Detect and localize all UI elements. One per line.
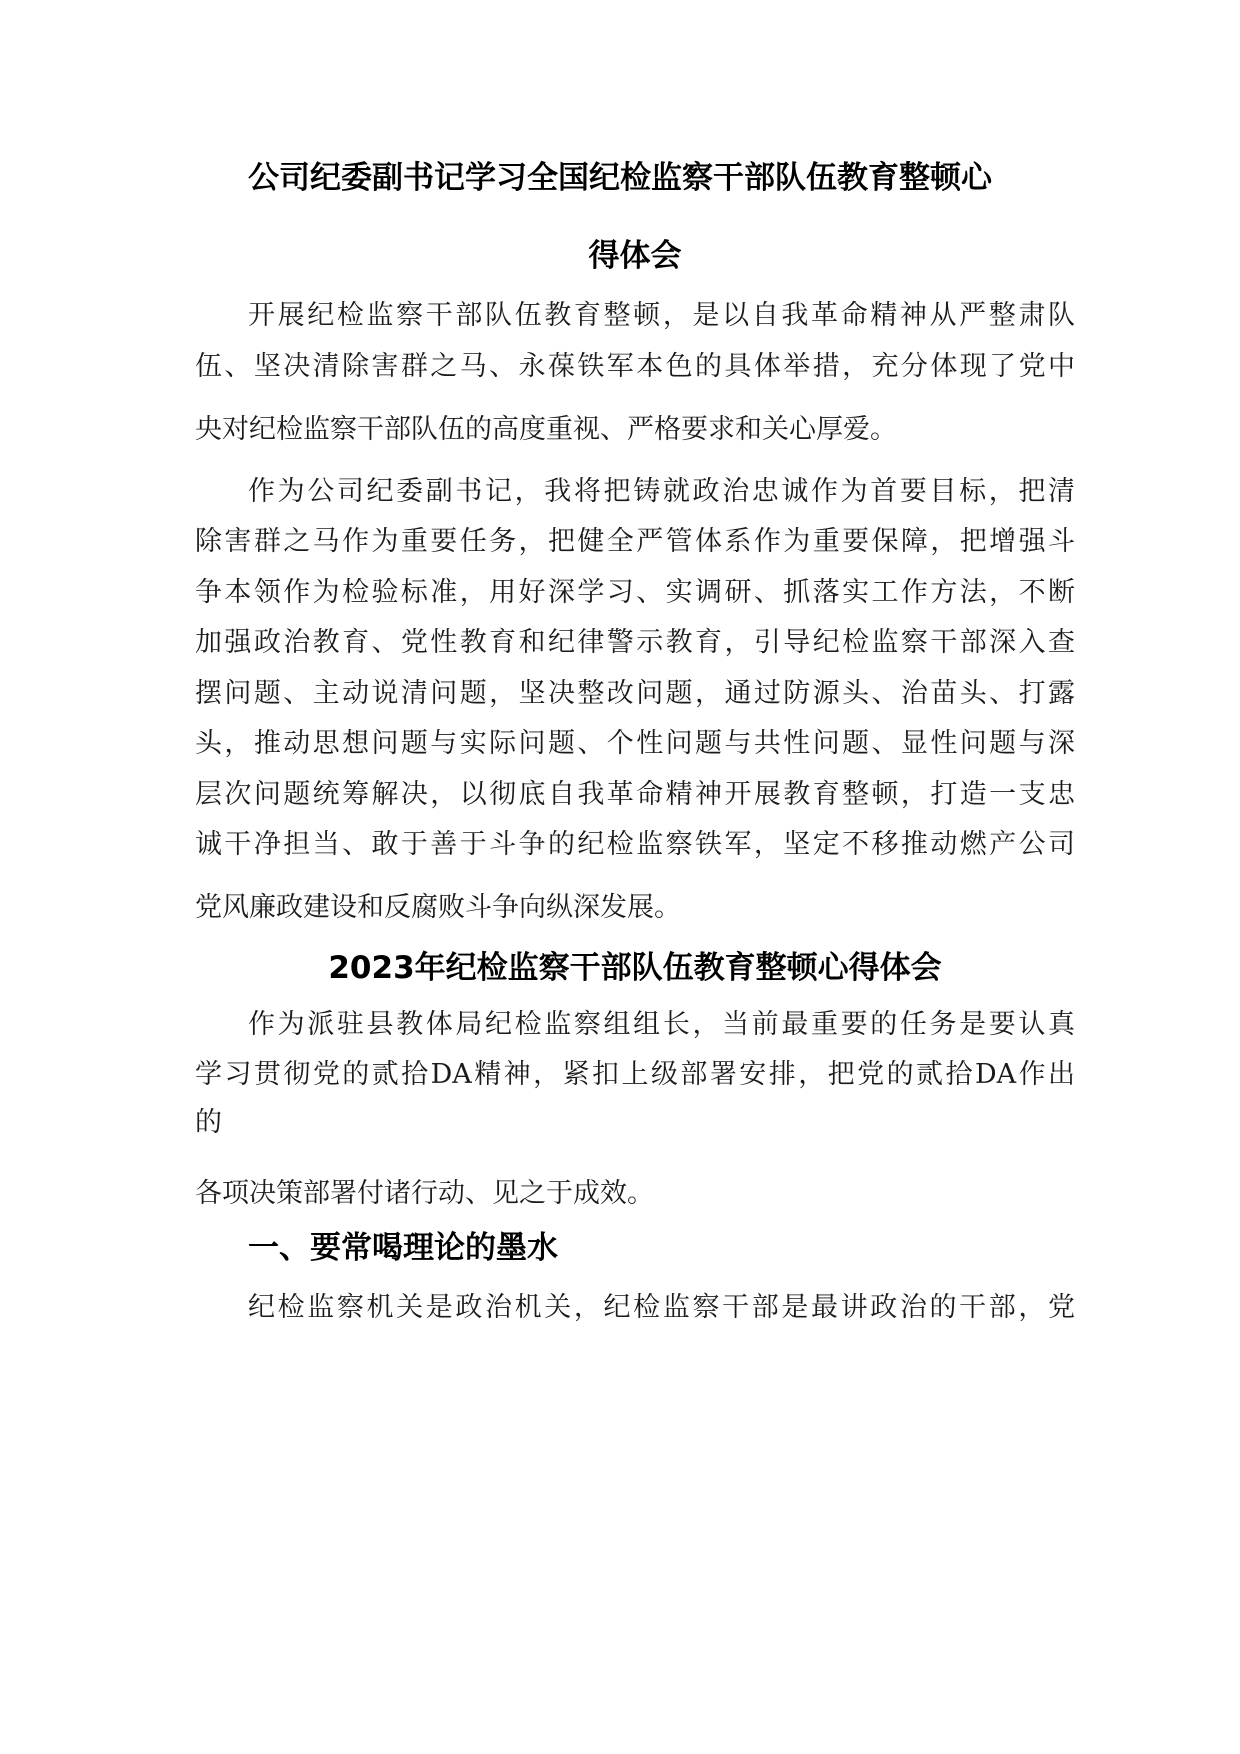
paragraph-line: 作为派驻县教体局纪检监察组组长，当前最重要的任务是要认真 xyxy=(248,1009,1075,1040)
paragraph-line: 层次问题统筹解决，以彻底自我革命精神开展教育整顿，打造一支忠 xyxy=(195,779,1075,810)
document-title-line1: 公司纪委副书记学习全国纪检监察干部队伍教育整顿心 xyxy=(248,160,992,196)
paragraph-line: 作为公司纪委副书记，我将把铸就政治忠诚作为首要目标，把清 xyxy=(248,476,1075,507)
paragraph-line: 头，推动思想问题与实际问题、个性问题与共性问题、显性问题与深 xyxy=(195,728,1075,759)
paragraph-line: 党风廉政建设和反腐败斗争向纵深发展。 xyxy=(195,892,681,923)
section-heading: 一、要常喝理论的墨水 xyxy=(248,1230,558,1266)
section-subtitle: 2023年纪检监察干部队伍教育整顿心得体会 xyxy=(328,950,942,986)
paragraph-line: 学习贯彻党的贰拾DA精神，紧扣上级部署安排，把党的贰拾DA作出 xyxy=(195,1059,1075,1090)
paragraph-line: 伍、坚决清除害群之马、永葆铁军本色的具体举措，充分体现了党中 xyxy=(195,351,1075,382)
paragraph-line: 诚干净担当、敢于善于斗争的纪检监察铁军，坚定不移推动燃产公司 xyxy=(195,829,1075,860)
document-title-line2: 得体会 xyxy=(588,238,682,274)
paragraph-line: 各项决策部署付诸行动、见之于成效。 xyxy=(195,1178,654,1209)
paragraph-line: 央对纪检监察干部队伍的高度重视、严格要求和关心厚爱。 xyxy=(195,414,897,445)
paragraph-line: 加强政治教育、党性教育和纪律警示教育，引导纪检监察干部深入查 xyxy=(195,627,1075,658)
paragraph-line: 纪检监察机关是政治机关，纪检监察干部是最讲政治的干部，党 xyxy=(248,1292,1075,1323)
paragraph-line: 除害群之马作为重要任务，把健全严管体系作为重要保障，把增强斗 xyxy=(195,526,1075,557)
paragraph-line: 争本领作为检验标准，用好深学习、实调研、抓落实工作方法，不断 xyxy=(195,577,1075,608)
paragraph-line: 的 xyxy=(195,1107,222,1138)
paragraph-line: 摆问题、主动说清问题，坚决整改问题，通过防源头、治苗头、打露 xyxy=(195,678,1075,709)
paragraph-line: 开展纪检监察干部队伍教育整顿，是以自我革命精神从严整肃队 xyxy=(248,300,1075,331)
